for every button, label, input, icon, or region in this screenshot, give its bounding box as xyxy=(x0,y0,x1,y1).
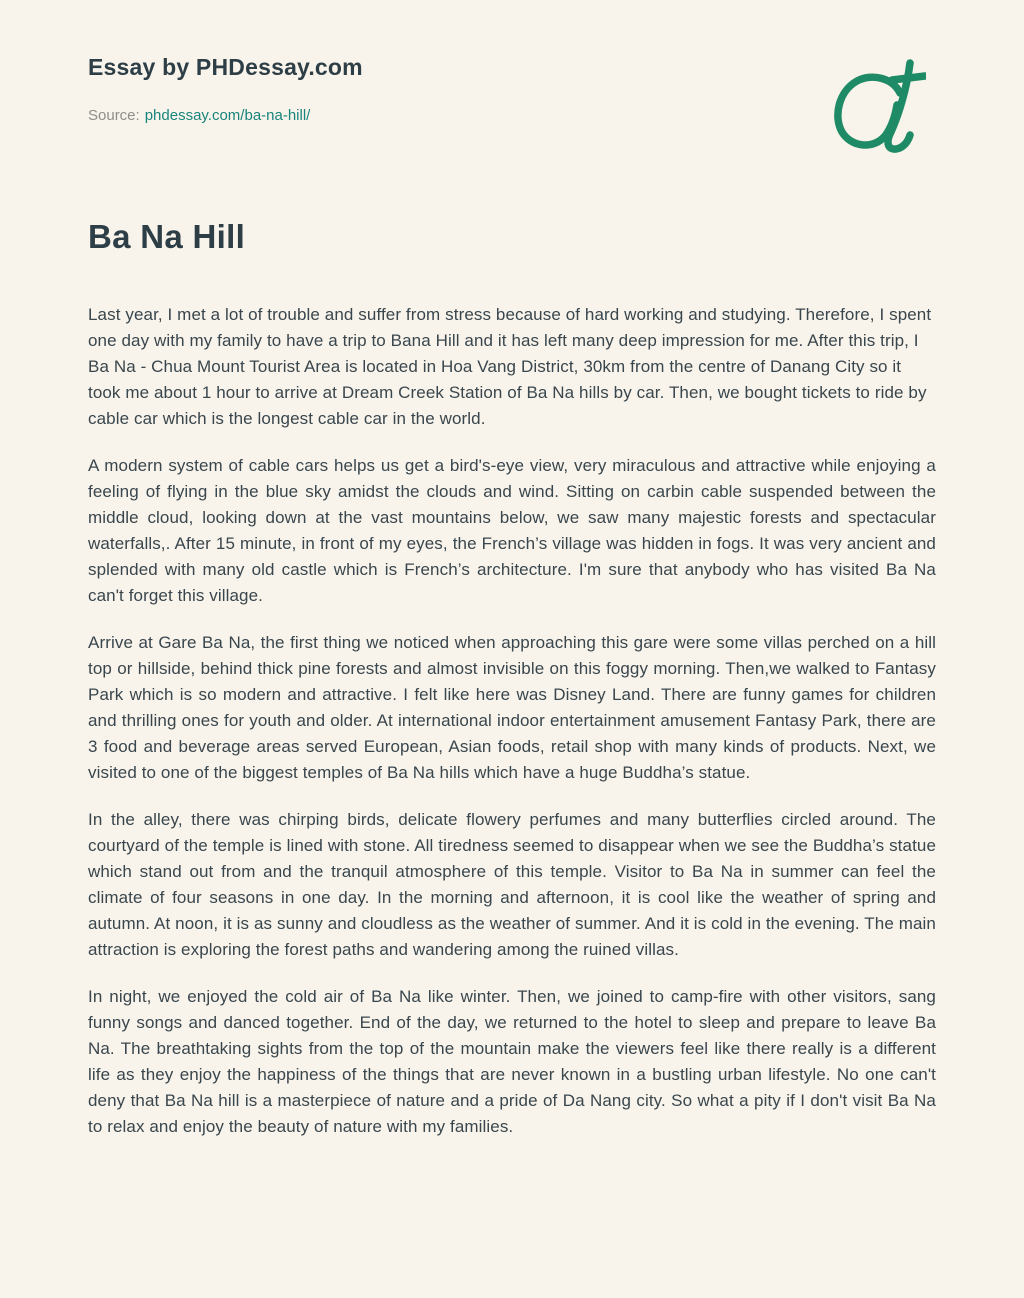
phdessay-a-plus-logo-icon xyxy=(826,52,926,158)
essay-paragraph-5: In night, we enjoyed the cold air of Ba Na like winter. Then, we joined to camp-fire with other visitors, sang funny songs and danced together. End of the day, we returned to the hotel to sleep and prepare to leave Ba Na. The breathtaking sights from the top of the mountain make the viewers feel like there really is a different life as they enjoy the happiness of the things that are never known in a bustling urban lifestyle. No one can't deny that Ba Na hill is a masterpiece of nature and a pride of Da Nang city. So what a pity if I don't visit Ba Na to relax and enjoy the beauty of nature with my families. xyxy=(88,987,936,1136)
document-header xyxy=(88,50,936,158)
source-line xyxy=(88,107,363,124)
essay-title: Ba Na Hill xyxy=(88,218,246,255)
essay-paragraph-3: Arrive at Gare Ba Na, the first thing we noticed when approaching this gare were some villas perched on a hill top or hillside, behind thick pine forests and almost invisible on this foggy morning. Then,we walked to Fantasy Park which is so modern and attractive. I felt like here was Disney Land. There are funny games for children and thrilling ones for youth and older. At international indoor entertainment amusement Fantasy Park, there are 3 food and beverage areas served European, Asian foods, retail shop with many kinds of products. Next, we visited to one of the biggest temples of Ba Na hills which have a huge Buddha’s statue. xyxy=(88,633,936,782)
essay-paragraph-1: Last year, I met a lot of trouble and suffer from stress because of hard working and studying. Therefore, I spent one day with my family to have a trip to Bana Hill and it has left many deep impression for me. After this trip, I Ba Na - Chua Mount Tourist Area is located in Hoa Vang District, 30km from the centre of Danang City so it took me about 1 hour to arrive at Dream Creek Station of Ba Na hills by car. Then, we bought tickets to ride by cable car which is the longest cable car in the world. xyxy=(88,305,932,428)
header-text-block xyxy=(88,50,363,124)
essay-body xyxy=(88,302,936,1140)
essay-paragraph-2: A modern system of cable cars helps us get a bird's-eye view, very miraculous and attractive while enjoying a feeling of flying in the blue sky amidst the clouds and wind. Sitting on carbin cable suspended between the middle cloud, looking down at the vast mountains below, we saw many majestic forests and spectacular waterfalls,. After 15 minute, in front of my eyes, the French’s village was hidden in fogs. It was very ancient and splended with many old castle which is French’s architecture. I'm sure that anybody who has visited Ba Na can't forget this village. xyxy=(88,456,936,605)
source-label: Source: xyxy=(88,107,140,124)
source-link[interactable]: phdessay.com/ba-na-hill/ xyxy=(144,107,311,124)
byline: Essay by PHDessay.com xyxy=(88,54,363,80)
essay-paragraph-4: In the alley, there was chirping birds, delicate flowery perfumes and many butterflies circled around. The courtyard of the temple is lined with stone. All tiredness seemed to disappear when we see the Buddha’s statue which stand out from and the tranquil atmosphere of this temple. Visitor to Ba Na in summer can feel the climate of four seasons in one day. In the morning and afternoon, it is cool like the weather of spring and autumn. At noon, it is as sunny and cloudless as the weather of summer. And it is cold in the evening. The main attraction is exploring the forest paths and wandering among the ruined villas. xyxy=(88,810,936,959)
